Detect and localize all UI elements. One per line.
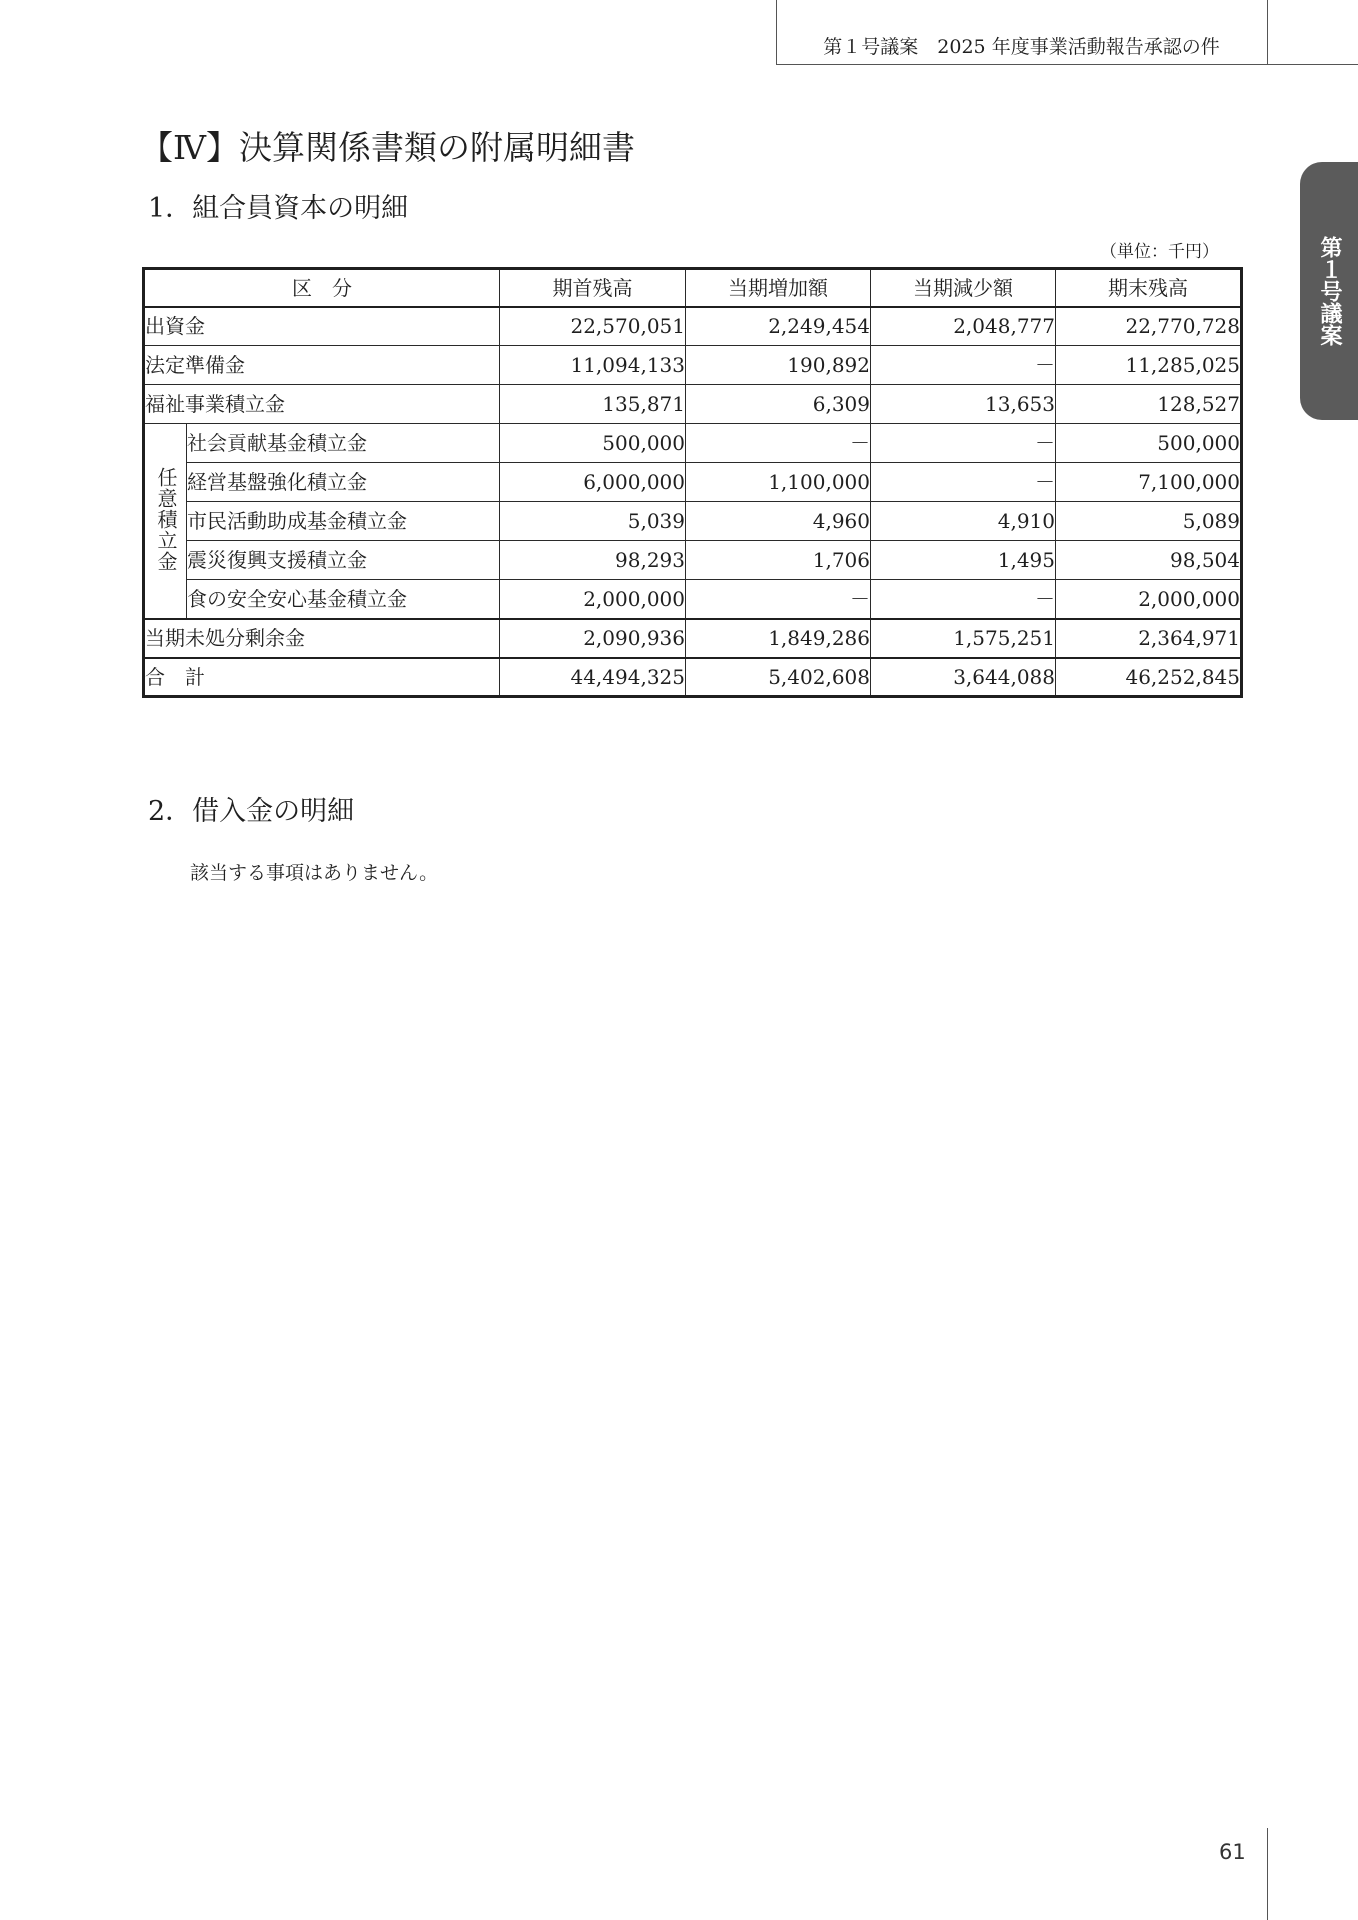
cell-closing-balance-total: 46,252,845 — [1056, 658, 1242, 697]
cell-opening-balance: 5,039 — [500, 502, 686, 541]
table-header-row — [144, 269, 1242, 307]
cell-decrease: － — [871, 580, 1056, 619]
cell-closing-balance: 2,364,971 — [1056, 619, 1242, 658]
cell-decrease-total: 3,644,088 — [871, 658, 1056, 697]
cell-closing-balance: 128,527 — [1056, 385, 1242, 424]
cell-decrease: 4,910 — [871, 502, 1056, 541]
table-total-row — [144, 658, 1242, 697]
cell-closing-balance: 22,770,728 — [1056, 307, 1242, 346]
row-label: 経営基盤強化積立金 — [187, 463, 500, 502]
cell-increase: － — [686, 424, 871, 463]
table-row — [144, 580, 1242, 619]
col-header-increase: 当期増加額 — [686, 269, 871, 307]
cell-increase: 1,849,286 — [686, 619, 871, 658]
cell-decrease: 13,653 — [871, 385, 1056, 424]
table-row — [144, 463, 1242, 502]
chapter-tab — [1300, 162, 1358, 420]
row-label: 食の安全安心基金積立金 — [187, 580, 500, 619]
cell-closing-balance: 5,089 — [1056, 502, 1242, 541]
unit-note: （単位：千円） — [1100, 242, 1219, 262]
cell-decrease: － — [871, 424, 1056, 463]
borrowings-note: 該当する事項はありません。 — [190, 862, 439, 884]
row-label: 震災復興支援積立金 — [187, 541, 500, 580]
group-label-cell — [144, 424, 187, 619]
section-heading-capital: 1．組合員資本の明細 — [148, 193, 409, 224]
table-row — [144, 502, 1242, 541]
cell-opening-balance: 135,871 — [500, 385, 686, 424]
group-label: 任意積立金 — [154, 466, 178, 572]
row-label: 社会貢献基金積立金 — [187, 424, 500, 463]
page-number: 61 — [1219, 1840, 1246, 1864]
cell-increase: 6,309 — [686, 385, 871, 424]
cell-closing-balance: 7,100,000 — [1056, 463, 1242, 502]
cell-opening-balance: 22,570,051 — [500, 307, 686, 346]
total-label: 合 計 — [144, 658, 500, 697]
cell-increase-total: 5,402,608 — [686, 658, 871, 697]
col-header-closing-balance: 期末残高 — [1056, 269, 1242, 307]
cell-decrease: 2,048,777 — [871, 307, 1056, 346]
cell-opening-balance: 6,000,000 — [500, 463, 686, 502]
cell-decrease: － — [871, 346, 1056, 385]
table-row — [144, 385, 1242, 424]
chapter-tab-label: 第１号議案 — [1317, 236, 1342, 346]
cell-opening-balance: 2,000,000 — [500, 580, 686, 619]
row-label: 当期未処分剰余金 — [144, 619, 500, 658]
cell-closing-balance: 98,504 — [1056, 541, 1242, 580]
table-row — [144, 541, 1242, 580]
cell-decrease: 1,495 — [871, 541, 1056, 580]
cell-increase: 4,960 — [686, 502, 871, 541]
row-label: 出資金 — [144, 307, 500, 346]
footer-divider — [1267, 1828, 1268, 1920]
cell-opening-balance: 2,090,936 — [500, 619, 686, 658]
cell-closing-balance: 11,285,025 — [1056, 346, 1242, 385]
cell-opening-balance-total: 44,494,325 — [500, 658, 686, 697]
table-row — [144, 346, 1242, 385]
cell-opening-balance: 11,094,133 — [500, 346, 686, 385]
table-row — [144, 619, 1242, 658]
header-divider-right — [1267, 0, 1268, 64]
cell-opening-balance: 500,000 — [500, 424, 686, 463]
running-header: 第１号議案 2025 年度事業活動報告承認の件 — [823, 36, 1220, 58]
cell-increase: 1,100,000 — [686, 463, 871, 502]
capital-details-table — [142, 267, 1243, 698]
header-rule — [776, 64, 1358, 65]
row-label: 法定準備金 — [144, 346, 500, 385]
section-heading-borrowings: 2．借入金の明細 — [148, 796, 355, 827]
cell-opening-balance: 98,293 — [500, 541, 686, 580]
cell-closing-balance: 500,000 — [1056, 424, 1242, 463]
cell-increase: － — [686, 580, 871, 619]
row-label: 市民活動助成基金積立金 — [187, 502, 500, 541]
col-header-opening-balance: 期首残高 — [500, 269, 686, 307]
table-row — [144, 307, 1242, 346]
cell-increase: 2,249,454 — [686, 307, 871, 346]
page-title: 【Ⅳ】決算関係書類の附属明細書 — [140, 128, 635, 167]
col-header-category: 区 分 — [144, 269, 500, 307]
cell-closing-balance: 2,000,000 — [1056, 580, 1242, 619]
table-row — [144, 424, 1242, 463]
cell-increase: 1,706 — [686, 541, 871, 580]
row-label: 福祉事業積立金 — [144, 385, 500, 424]
col-header-decrease: 当期減少額 — [871, 269, 1056, 307]
cell-increase: 190,892 — [686, 346, 871, 385]
cell-decrease: － — [871, 463, 1056, 502]
cell-decrease: 1,575,251 — [871, 619, 1056, 658]
